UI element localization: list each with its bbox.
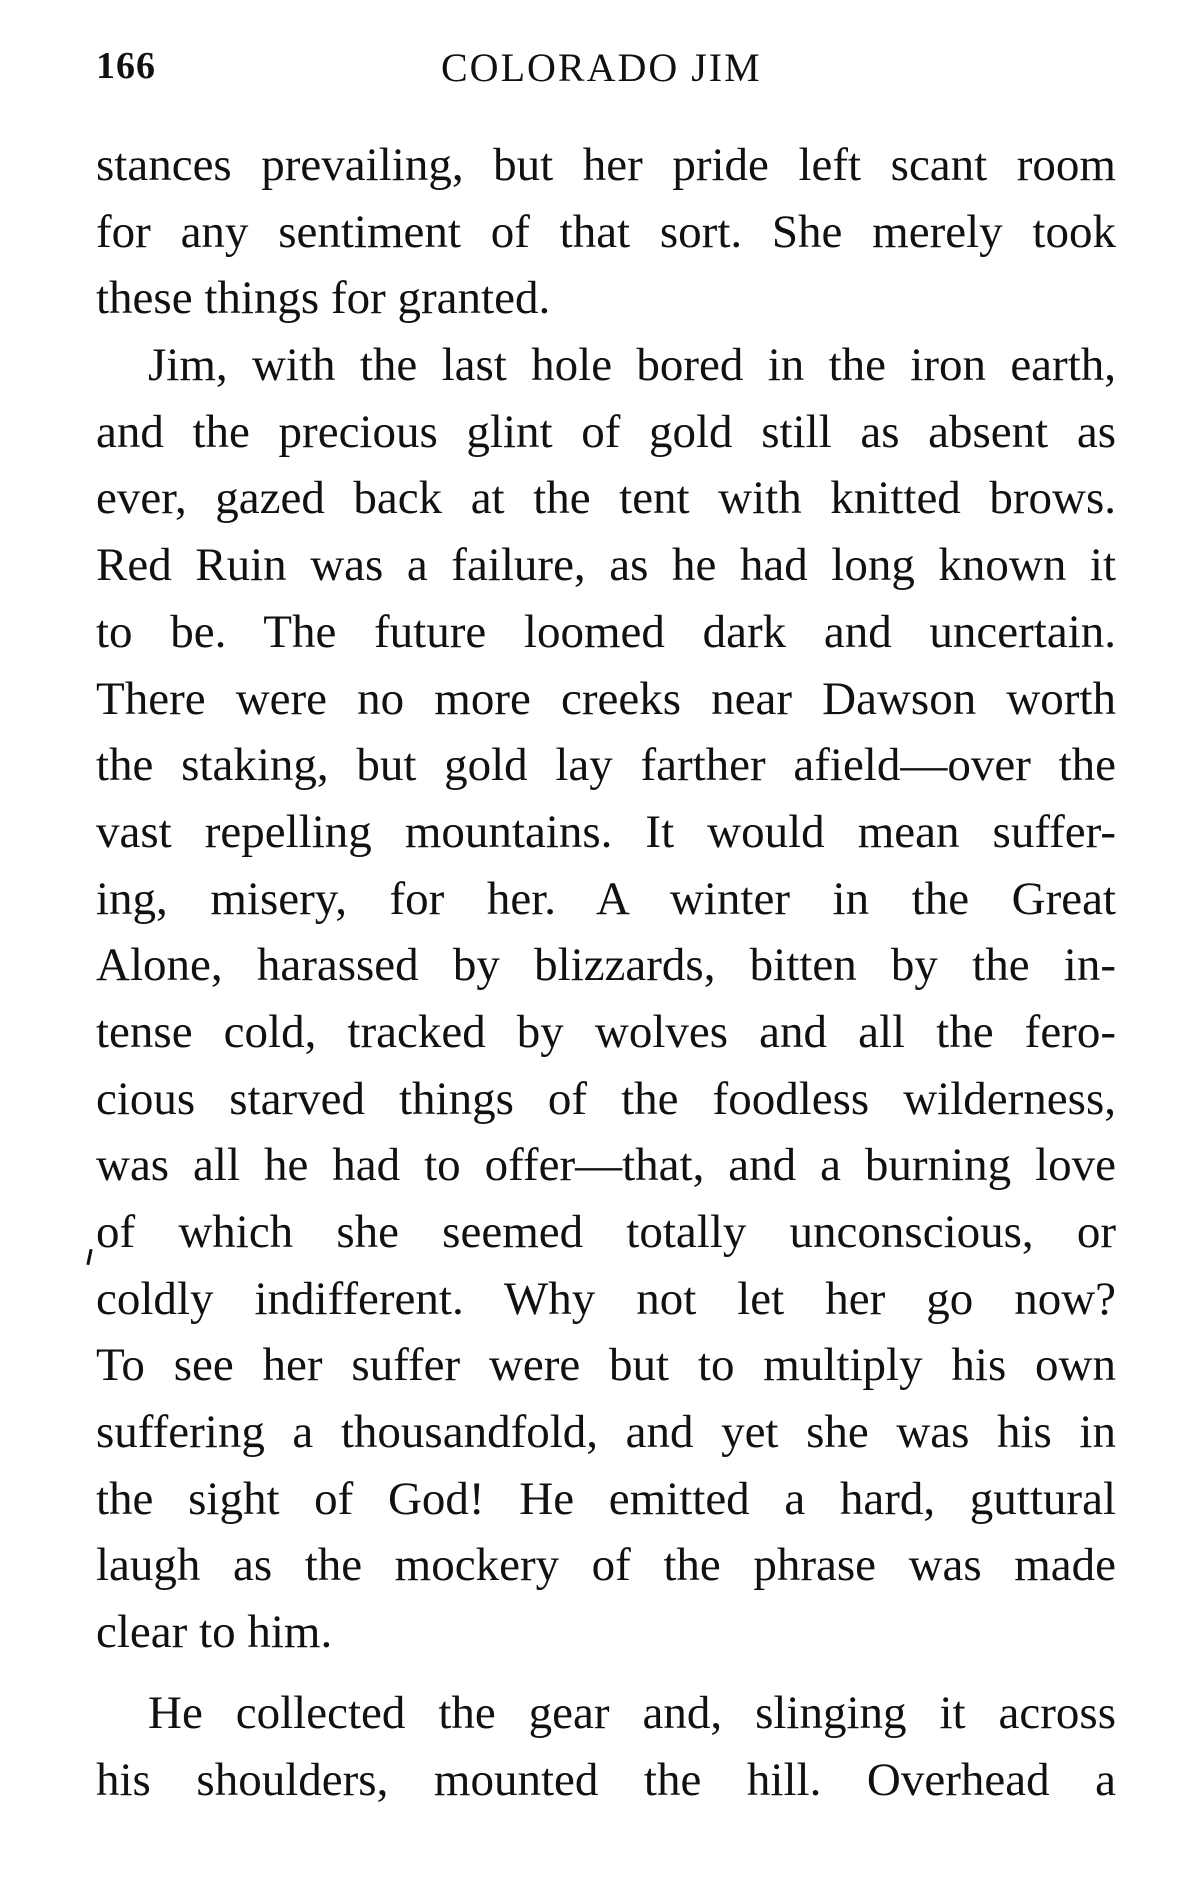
paragraph-spacing xyxy=(96,1666,1116,1680)
text-line: the staking, but gold lay farther afield—over the xyxy=(96,739,1116,792)
text-line: tense cold, tracked by wolves and all the fero- xyxy=(96,1005,1116,1058)
text-line: was all he had to offer—that, and a burning love xyxy=(96,1139,1116,1192)
text-line: He collected the gear and, slinging it across xyxy=(148,1686,1116,1739)
text-line: cious starved things of the foodless wilderness, xyxy=(96,1072,1116,1125)
text-line: to be. The future loomed dark and uncertain. xyxy=(96,605,1116,658)
paragraph-2 xyxy=(96,332,1116,1666)
paragraph-3 xyxy=(96,1680,1116,1813)
margin-mark xyxy=(86,1249,92,1265)
text-line: Red Ruin was a failure, as he had long known it xyxy=(96,539,1116,592)
text-line: for any sentiment of that sort. She merely took xyxy=(96,205,1116,258)
text-line: ever, gazed back at the tent with knitted brows. xyxy=(96,472,1116,525)
page-number: 166 xyxy=(96,45,156,87)
page-header xyxy=(96,44,1116,96)
text-line: clear to him. xyxy=(96,1606,333,1659)
text-line: of which she seemed totally unconscious, or xyxy=(96,1206,1116,1258)
text-line: these things for granted. xyxy=(96,272,551,325)
text-line: Jim, with the last hole bored in the iron earth, xyxy=(148,339,1116,392)
text-line: suffering a thousandfold, and yet she was his in xyxy=(96,1406,1116,1459)
text-line: and the precious glint of gold still as absent as xyxy=(96,405,1116,458)
text-line: the sight of God! He emitted a hard, guttural xyxy=(96,1472,1116,1525)
text-line: ing, misery, for her. A winter in the Great xyxy=(96,872,1116,925)
text-line: laugh as the mockery of the phrase was made xyxy=(96,1539,1116,1592)
text-line: stances prevailing, but her pride left scant room xyxy=(96,139,1116,191)
body-text xyxy=(96,132,1116,1813)
text-line: his shoulders, mounted the hill. Overhead a xyxy=(96,1753,1116,1806)
text-line: vast repelling mountains. It would mean suffer- xyxy=(96,805,1116,858)
text-line: coldly indifferent. Why not let her go now? xyxy=(96,1272,1116,1325)
running-title: COLORADO JIM xyxy=(441,45,762,90)
text-line: There were no more creeks near Dawson worth xyxy=(96,672,1116,725)
text-line: Alone, harassed by blizzards, bitten by the in- xyxy=(96,939,1116,992)
text-line: To see her suffer were but to multiply his own xyxy=(96,1339,1116,1392)
paragraph-1 xyxy=(96,132,1116,332)
